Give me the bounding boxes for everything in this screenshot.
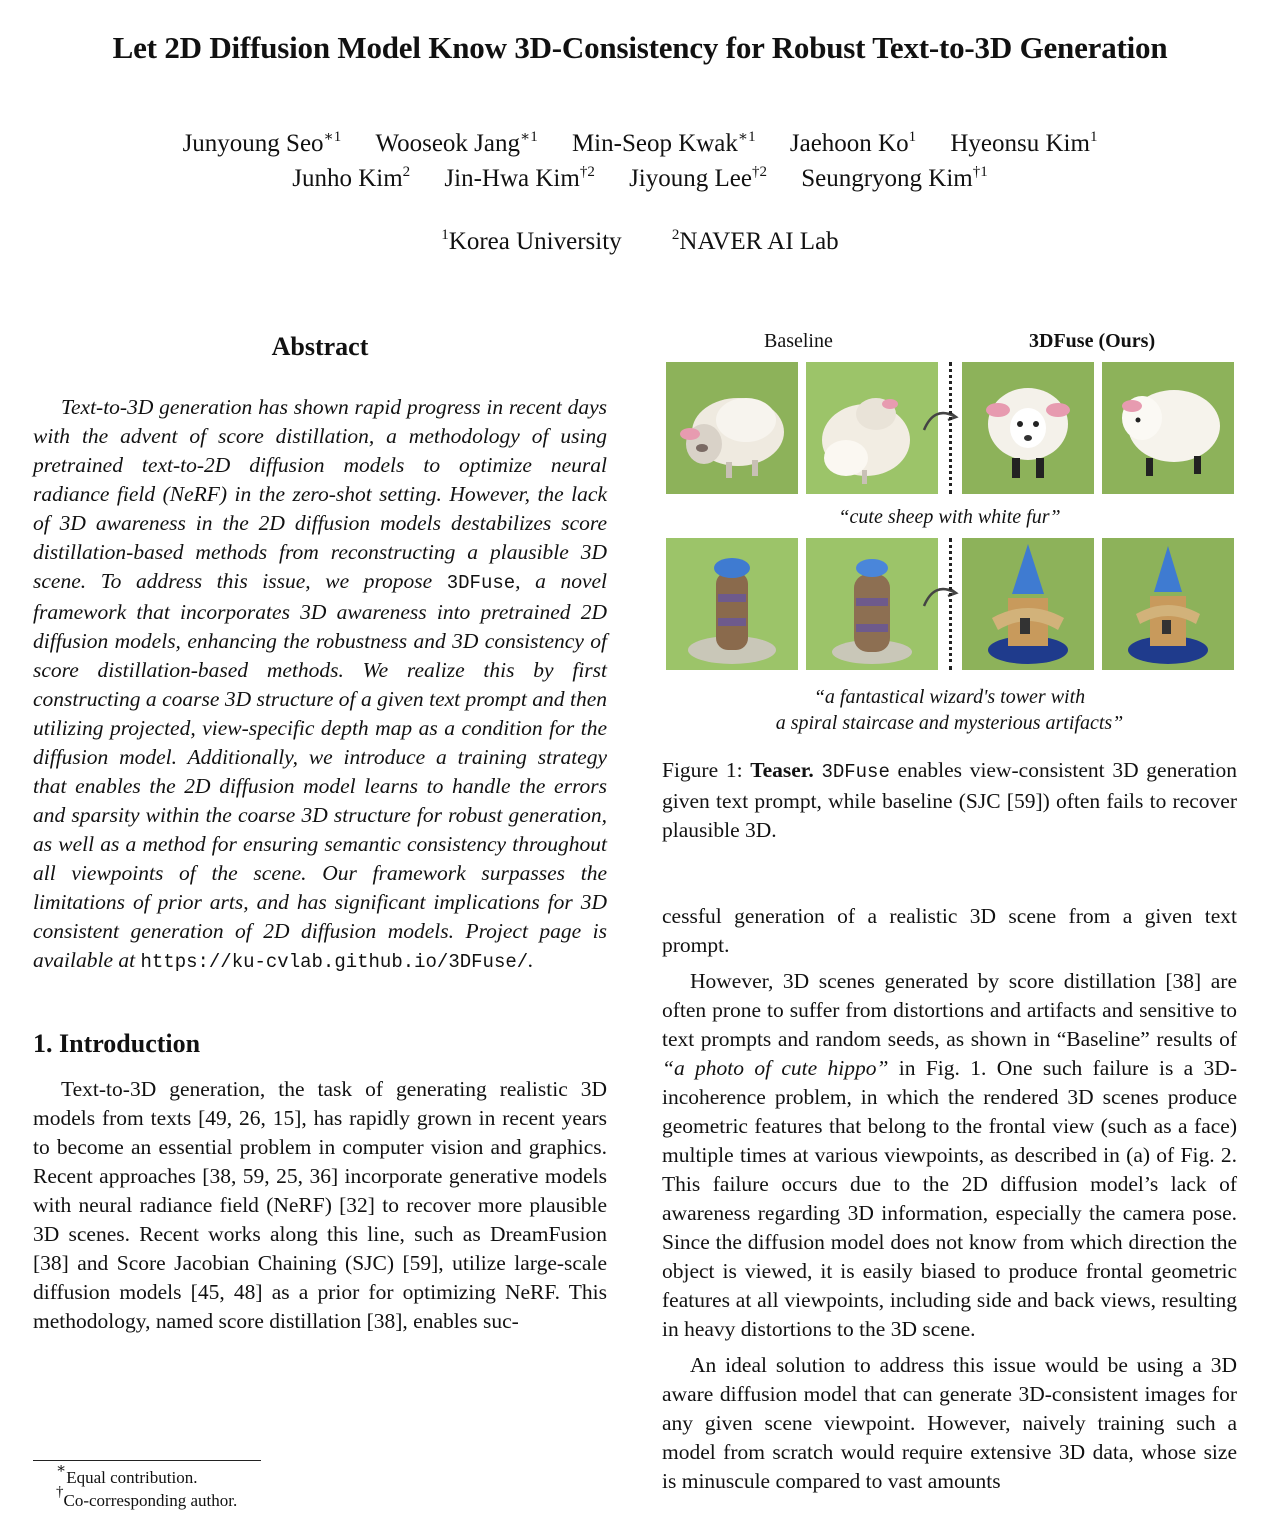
author: Jin-Hwa Kim$^{\dagger 2}$ [444, 164, 595, 192]
author: Jaehoon Ko$^1$ [789, 129, 917, 157]
arrow-curve-icon [920, 580, 960, 610]
paragraph: cessful generation of a realistic 3D scene from a given text prompt. [662, 904, 1237, 957]
ours-label: 3DFuse (Ours) [1029, 330, 1156, 352]
paragraph: However, 3D scenes generated by score distillation [38] are often prone to suffer from distortions and artifacts and sensitive to text prompts and random seeds, as shown in “Baseline” results of “a photo of cute hippo” in Fig. 1. One such failure is a 3D-incoherence problem, in which the rendered 3D scenes produce geometric features that belong to the frontal view (such as a face) multiple times at various viewpoints, as described in (a) of Fig. 2. This failure occurs due to the 2D diffusion model’s lack of awareness regarding 3D information, especially the camera pose. Since the diffusion model does not know from which direction the object is viewed, it is easily biased to produce frontal geometric features at all viewpoints, including side and back views, resulting in heavy distortions to the 3D scene. [662, 969, 1237, 1341]
divider-dotted [949, 538, 952, 670]
author-row-1 [0, 126, 1280, 161]
right-column [662, 330, 1237, 1503]
sheep-baseline-image-2 [806, 362, 938, 494]
sheep-baseline-image-1 [666, 362, 798, 494]
prompt-caption-1: “cute sheep with white fur” [838, 506, 1061, 528]
sheep-ours-image-2 [1102, 362, 1234, 494]
arrow-curve-icon [920, 404, 960, 434]
author-list [0, 126, 1280, 196]
sheep-image-row [662, 362, 1237, 494]
footnote: ∗Equal contribution. [56, 1461, 198, 1487]
sheep-ours-image-1 [962, 362, 1094, 494]
paper-title: Let 2D Diffusion Model Know 3D-Consistency for Robust Text-to-3D Generation [112, 30, 1168, 65]
affiliation: $^1$Korea University [441, 227, 622, 255]
prompt-caption-2: “a fantastical wizard's tower with a spiral staircase and mysterious artifacts” [775, 686, 1124, 734]
introduction-body: Text-to-3D generation, the task of generating realistic 3D models from texts [49, 26, 15], has rapidly grown in recent years to become an essential problem in computer vision and graphics. Recent approaches [38, 59, 25, 36] incorporate generative models with neural radiance field (NeRF) [32] to recover more plausible 3D scenes. Recent works along this line, such as DreamFusion [38] and Score Jacobian Chaining (SJC) [59], utilize large-scale diffusion models [45, 48] as a prior for optimizing NeRF. This methodology, named score distillation [38], enables suc- [33, 1077, 607, 1333]
author-row-2 [0, 161, 1280, 196]
divider-dotted [949, 362, 952, 494]
figure-1 [662, 330, 1237, 845]
tower-baseline-image-2 [806, 538, 938, 670]
tower-image-row [662, 538, 1237, 670]
introduction-heading: 1. Introduction [33, 1029, 201, 1058]
author: Wooseok Jang$^{∗1}$ [375, 129, 538, 157]
author: Hyeonsu Kim$^1$ [950, 129, 1098, 157]
author: Min-Seop Kwak$^{∗1}$ [571, 129, 756, 157]
paragraph: An ideal solution to address this issue would be using a 3D aware diffusion model that can generate 3D-consistent images for any given scene viewpoint. However, naively training such a model from scratch would require extensive 3D data, whose size is minuscule compared to vast amounts [662, 1353, 1237, 1493]
footnote-divider [33, 1460, 261, 1461]
tower-ours-image-1 [962, 538, 1094, 670]
affiliation: $^2$NAVER AI Lab [671, 227, 839, 255]
body-text-right [662, 902, 1237, 1496]
figure-caption: Figure 1: Teaser. 3DFuse enables view-consistent 3D generation given text prompt, while baseline (SJC [59]) often fails to recover plausible 3D. [662, 758, 1238, 842]
abstract-heading: Abstract [271, 332, 369, 361]
tower-ours-image-2 [1102, 538, 1234, 670]
author: Seungryong Kim$^{\dagger 1}$ [801, 164, 988, 192]
tower-baseline-image-1 [666, 538, 798, 670]
method-name: 3DFuse [446, 572, 516, 594]
abstract-body: Text-to-3D generation has shown rapid progress in recent days with the advent of score distillation, a methodology of using pretrained text-to-2D diffusion models to optimize neural radiance field (NeRF) in the zero-shot setting. However, the lack of 3D awareness in the 2D diffusion models destabilizes score distillation-based methods from reconstructing a plausible 3D scene. To address this issue, we propose 3DFuse, a novel framework that incorporates 3D awareness into pretrained 2D diffusion models, enhancing the robustness and 3D consistency of score distillation-based methods. We realize this by first constructing a coarse 3D structure of a given text prompt and then utilizing projected, view-specific depth map as a condition for the diffusion model. Additionally, we introduce a training strategy that enables the 2D diffusion model learns to handle the errors and sparsity within the coarse 3D structure for robust generation, as well as a method for ensuring semantic consistency throughout all viewpoints of the scene. Our framework surpasses the limitations of prior arts, and has significant implications for 3D consistent generation of 2D diffusion models. Project page is available at https://ku-cvlab.github.io/3DFuse/. [33, 395, 607, 973]
author: Junyoung Seo$^{∗1}$ [182, 129, 342, 157]
footnotes [56, 1461, 238, 1512]
author: Jiyoung Lee$^{\dagger 2}$ [629, 164, 767, 192]
author: Junho Kim$^2$ [292, 164, 411, 192]
left-column [33, 330, 607, 1336]
footnote: †Co-corresponding author. [56, 1484, 238, 1510]
project-url[interactable]: https://ku-cvlab.github.io/3DFuse/ [140, 951, 529, 973]
baseline-label: Baseline [764, 330, 833, 352]
affiliations [0, 228, 1280, 256]
